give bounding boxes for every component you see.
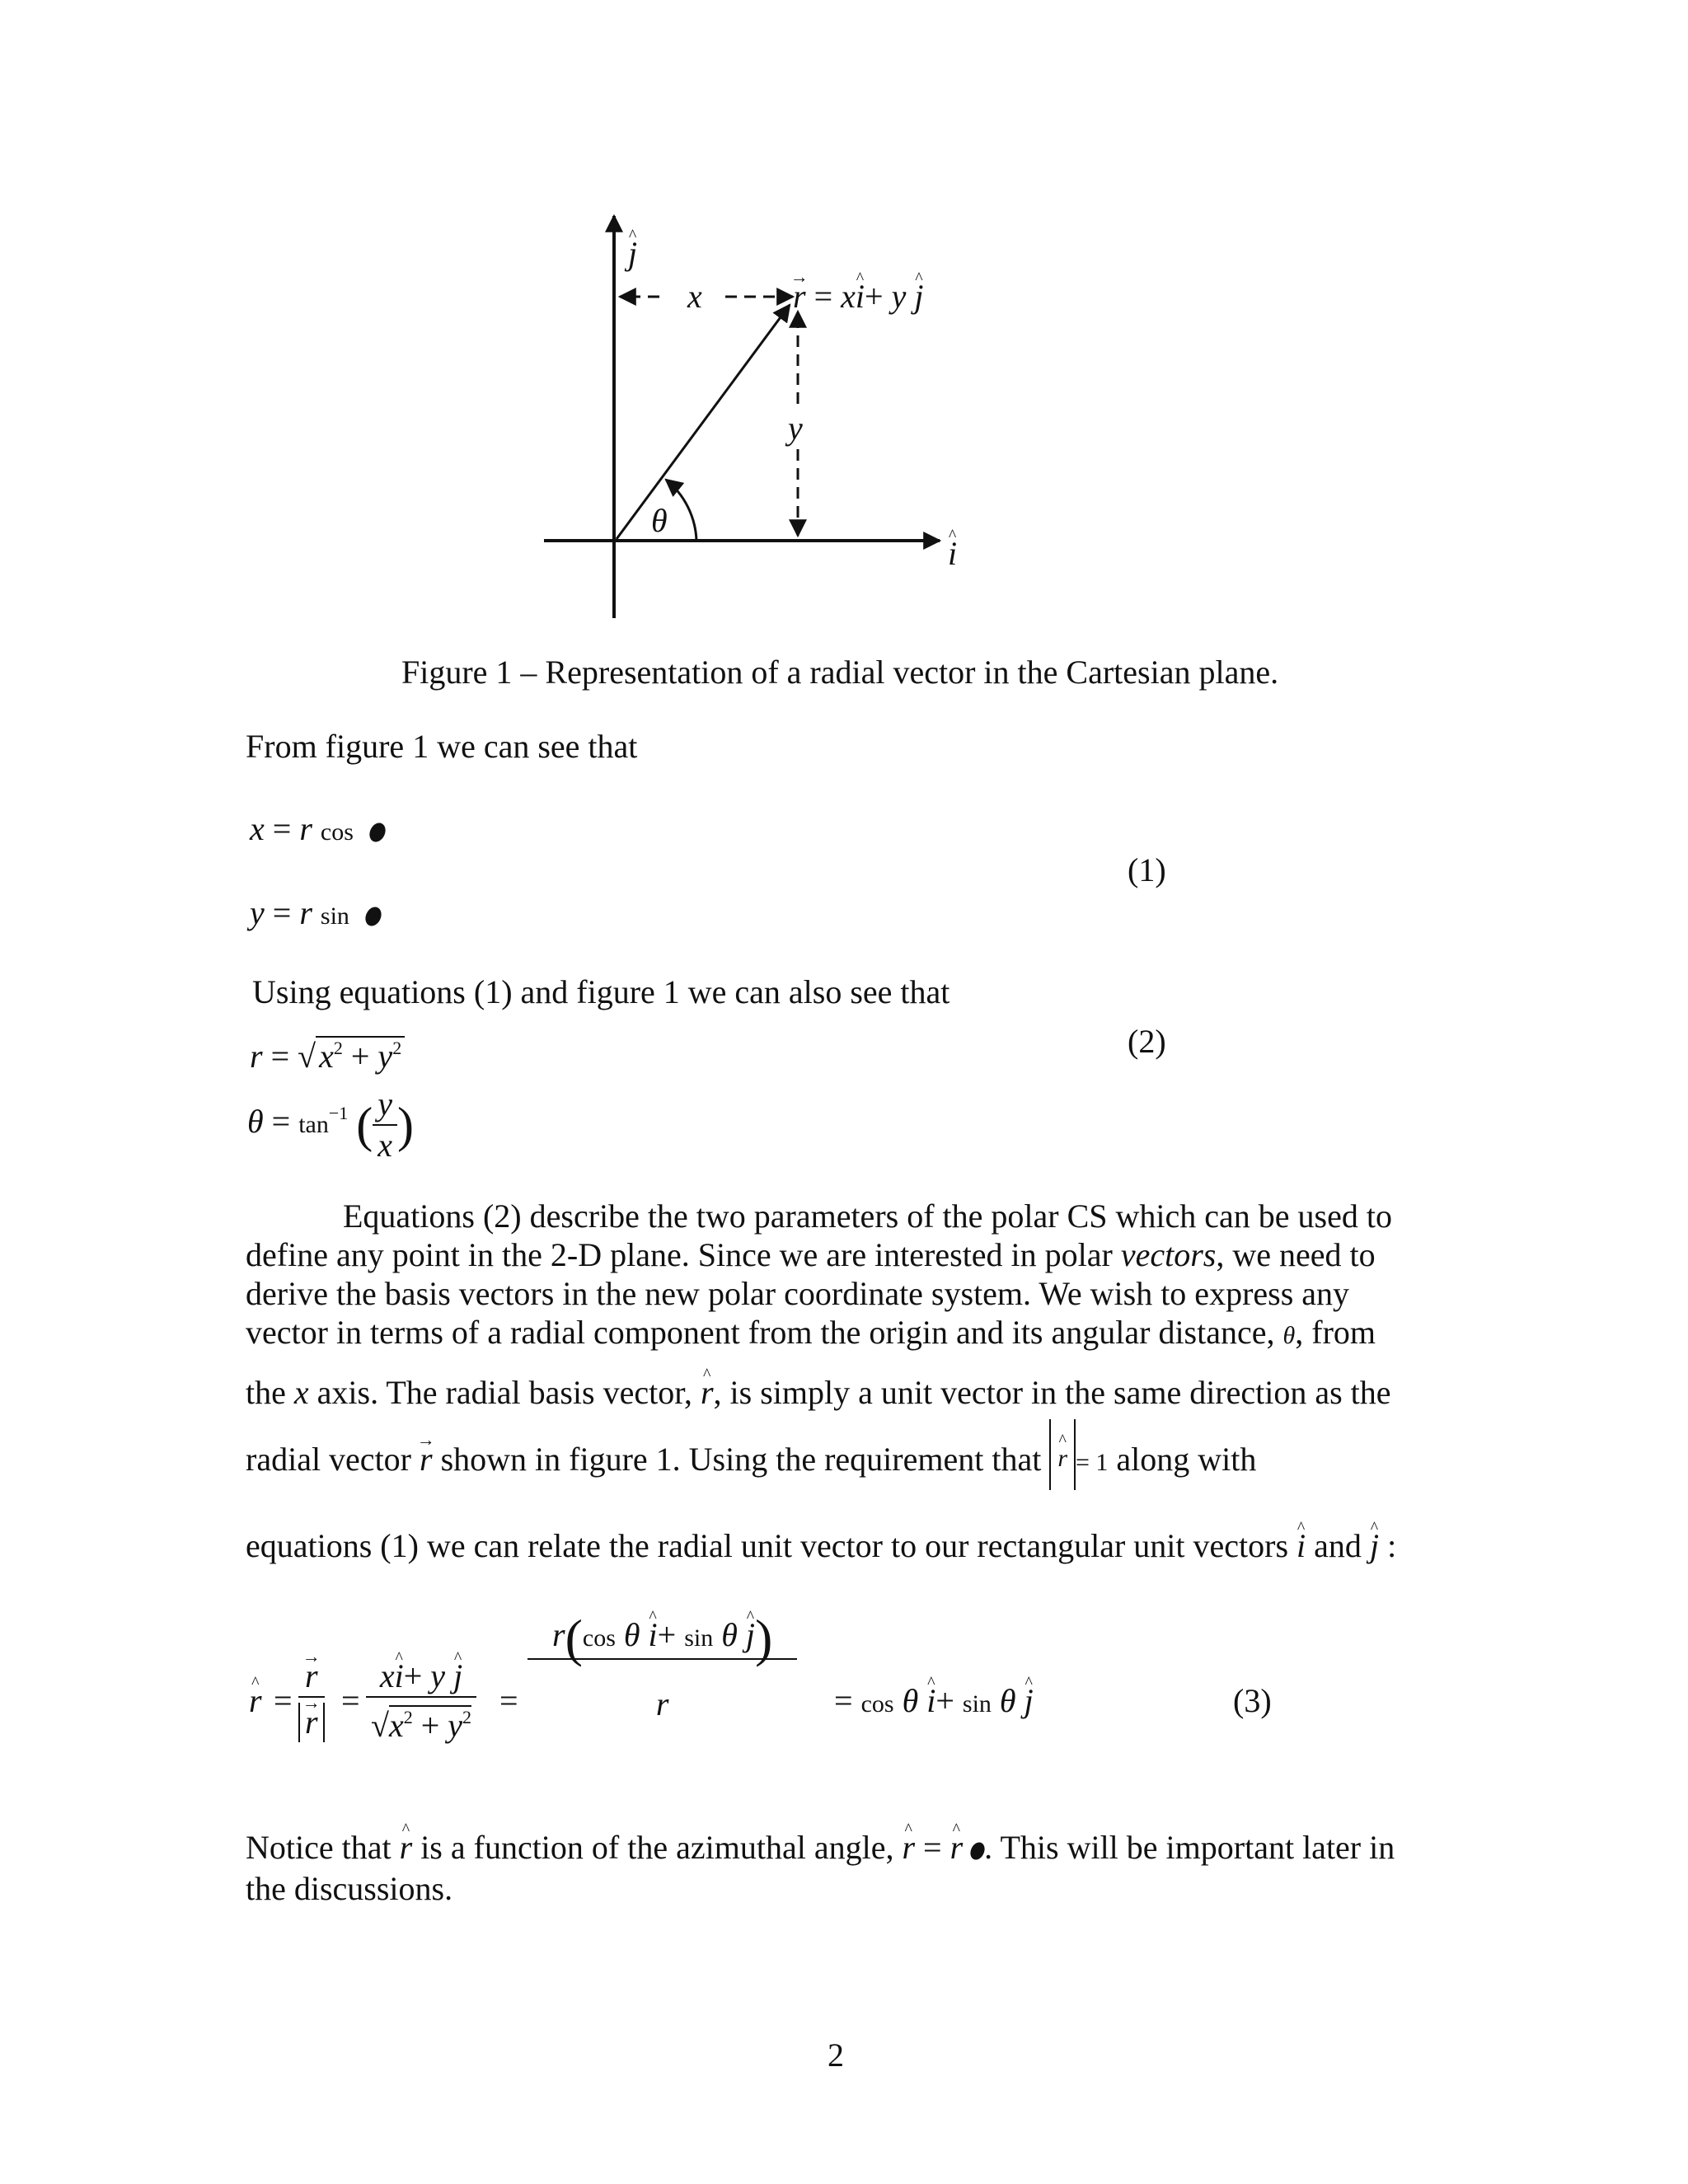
eq3-eq-2: = xyxy=(341,1682,360,1719)
eq3-number: (3) xyxy=(1233,1682,1272,1719)
page-number: 2 xyxy=(828,2036,844,2074)
para-line-6: radial vector → r shown in figure 1. Using the requirement that ^ r = 1 along with xyxy=(246,1436,1256,1490)
eq2-number: (2) xyxy=(1128,1023,1166,1060)
eq2-theta-line: $\theta = \tan^{-1}$ ( $\frac{y}{x}$ ) xyxy=(247,1085,415,1164)
fig-label-j: ^ j xyxy=(628,234,637,274)
eq3-frac-r-over-absr: → r → r xyxy=(298,1657,325,1742)
para-line-7: equations (1) we can relate the radial unit vector to our rectangular unit vectors ^ i and ^ j : xyxy=(246,1526,1396,1566)
eq1-number: (1) xyxy=(1128,851,1166,888)
eq3-frac-cartesian: $\frac{x\^{} i+ y \^{} j}{√x^2 + y^2}$ xyxy=(366,1657,476,1746)
theta-arc xyxy=(666,480,696,541)
eq3-r-hat: ^ r xyxy=(249,1681,262,1721)
figure-1-diagram xyxy=(0,0,1688,659)
eq3-result: = cos θ ^ i+ sin θ ^ j xyxy=(834,1681,1034,1724)
para-line-1: Equations (2) describe the two parameters of the polar CS which can be used to xyxy=(343,1197,1392,1235)
eq3-frac-polar: $\frac{\text{r(cos θ \textasciicircum{} i+ sin θ \textasciicircum{} j)}}{r}$ xyxy=(528,1615,797,1724)
eq1-line2: y = r sin xyxy=(250,893,381,936)
para-line-3: derive the basis vectors in the new polar coordinate system. We wish to express any xyxy=(246,1275,1350,1312)
para-line-2: define any point in the 2-D plane. Since we are interested in polar vectors, we need to xyxy=(246,1236,1376,1273)
eq1-theta-blot xyxy=(363,904,384,928)
eq2-r-line: r = √ $x^2 + y^2$ xyxy=(250,1029,405,1076)
notice-line-1: Notice that ^ r is a function of the azimuthal angle, ^ r = ^ r . This will be important later in xyxy=(246,1828,1395,1868)
abs-bars: ^ r xyxy=(1049,1419,1076,1490)
fig-label-theta: θ xyxy=(651,502,668,539)
fig-label-x: x xyxy=(687,278,702,315)
eq3-eq-1: = xyxy=(274,1682,293,1719)
notice-line-2: the discussions. xyxy=(246,1870,453,1907)
radial-vector-arrow xyxy=(617,305,790,539)
eq1-theta-blot xyxy=(367,820,388,844)
para-line-4: vector in terms of a radial component from the origin and its angular distance, θ, from xyxy=(246,1314,1376,1351)
fig-label-y: y xyxy=(788,410,803,447)
sqrt-sign: √ xyxy=(298,1038,316,1075)
fig-vector-equation: → r = x^ i+ y ^ j xyxy=(793,277,923,316)
eq1-line1: x = r cos xyxy=(250,809,385,852)
fig-label-i: ^ i xyxy=(948,534,957,574)
eq3-eq-3: = xyxy=(499,1682,518,1719)
intro-text: From figure 1 we can see that xyxy=(246,728,638,765)
figure-caption: Figure 1 – Representation of a radial vector in the Cartesian plane. xyxy=(401,654,1279,691)
using-text: Using equations (1) and figure 1 we can also see that xyxy=(252,973,950,1010)
para-line-5: the x axis. The radial basis vector, ^ r, is simply a unit vector in the same direction as the xyxy=(246,1373,1391,1413)
